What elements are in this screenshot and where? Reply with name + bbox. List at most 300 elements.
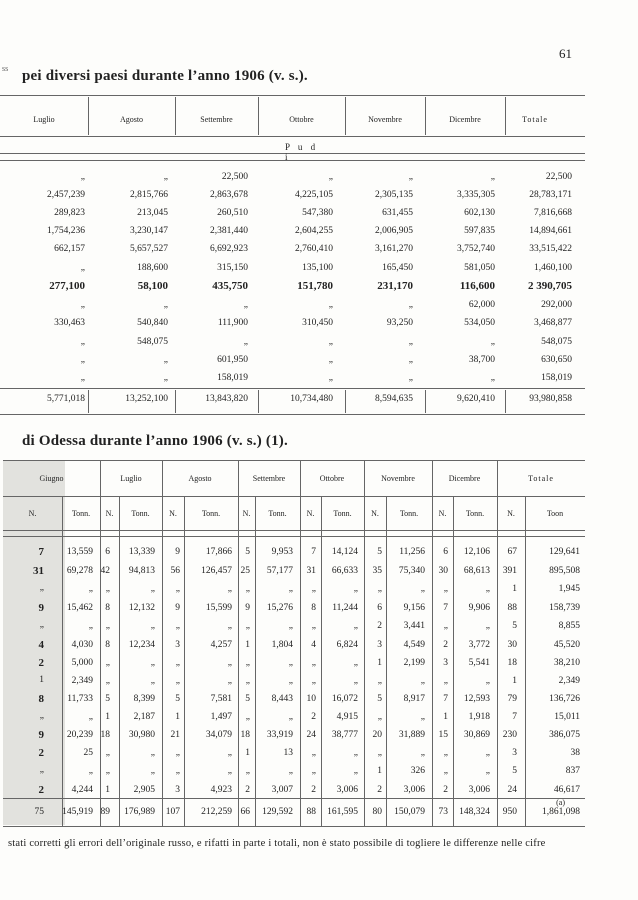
table1-cell: 540,840 <box>137 318 168 328</box>
table2-n-cell: 9 <box>175 547 180 557</box>
table1-cell: „ <box>163 355 168 365</box>
table2-tonn-cell: „ <box>353 621 358 631</box>
table2-n-cell: 1 <box>175 712 180 722</box>
table2-n-cell: 5 <box>512 766 517 776</box>
table2-n-cell: „ <box>377 748 382 758</box>
table2-total-tonn: 145,919 <box>62 807 93 817</box>
table2-tonn-cell: „ <box>227 584 232 594</box>
table2-tonn-cell: 4,244 <box>71 785 93 795</box>
table1-header: Novembre <box>368 115 402 124</box>
table1-cell: „ <box>80 172 85 182</box>
table1-cell: 4,225,105 <box>295 190 333 200</box>
table2-n-cell: 79 <box>507 694 517 704</box>
table2-tonn-cell: 12,234 <box>128 640 155 650</box>
table1-cell: „ <box>243 300 248 310</box>
table2-n-cell: „ <box>105 584 110 594</box>
table1-cell: „ <box>80 263 85 273</box>
table2-tonn-cell: 2,905 <box>133 785 155 795</box>
table2-total-tonn: 161,595 <box>327 807 358 817</box>
table2-n-cell: 6 <box>443 547 448 557</box>
table2-tonn-cell: 837 <box>565 766 580 776</box>
table2-tonn-cell: 45,520 <box>553 640 580 650</box>
table2-tonn-cell: 31,889 <box>398 730 425 740</box>
table2-n-header: N. <box>438 509 447 518</box>
table1-cell: 3,468,877 <box>534 318 572 328</box>
table1-cell: „ <box>490 172 495 182</box>
table2-n-cell: 2 <box>443 785 448 795</box>
table2-tonn-cell: 68,613 <box>463 566 490 576</box>
table1-cell: 3,230,147 <box>130 226 168 236</box>
table2-tonn-cell: 12,106 <box>463 547 490 557</box>
table1-total: 9,620,410 <box>457 394 495 404</box>
table2-total-n: 73 <box>438 807 448 817</box>
table2-tonn-cell: 126,457 <box>201 566 232 576</box>
table2-tonn-cell: 30,869 <box>463 730 490 740</box>
table2-n-cell: 1 <box>105 785 110 795</box>
table1-cell: 7,816,668 <box>534 208 572 218</box>
table1-cell: 2,457,239 <box>47 190 85 200</box>
table2-tonn-cell: 12,593 <box>463 694 490 704</box>
table1-header: Settembre <box>200 115 233 124</box>
table1-cell: 435,750 <box>212 280 248 292</box>
table2-tonn-cell: „ <box>485 676 490 686</box>
table1-cell: 2,863,678 <box>210 190 248 200</box>
table2-n-cell: 1 <box>377 766 382 776</box>
table2-tonn-cell: 2,187 <box>133 712 155 722</box>
table2-n-cell: 67 <box>507 547 517 557</box>
table1-header: Ottobre <box>289 115 314 124</box>
table2-n-cell: 35 <box>372 566 382 576</box>
table2-n-cell: „ <box>245 712 250 722</box>
table2-tonn-cell: 4,257 <box>210 640 232 650</box>
table2-tonn-cell: „ <box>88 584 93 594</box>
table1-cell: 534,050 <box>464 318 495 328</box>
table2-tonn-cell: 15,599 <box>205 603 232 613</box>
table2-n-cell: 9 <box>38 729 44 741</box>
table2-tonn-cell: „ <box>420 748 425 758</box>
table2-n-cell: „ <box>105 621 110 631</box>
table2-n-cell: „ <box>311 766 316 776</box>
table2-n-cell: 2 <box>38 747 44 759</box>
table2-n-cell: 3 <box>175 785 180 795</box>
table1-header: Totale <box>522 115 548 124</box>
table2-n-cell: „ <box>311 584 316 594</box>
table1-cell: „ <box>163 172 168 182</box>
table1-cell: 22,500 <box>545 172 572 182</box>
table2-tonn-cell: „ <box>485 584 490 594</box>
rule <box>184 496 185 826</box>
table2-tonn-header: Tonn. <box>333 509 352 518</box>
table1-cell: „ <box>408 172 413 182</box>
table2-n-cell: 1 <box>39 675 44 685</box>
table2-total-n: 75 <box>34 807 44 817</box>
table2-n-cell: 2 <box>245 785 250 795</box>
table1-cell: „ <box>163 373 168 383</box>
table2-tonn-cell: „ <box>227 766 232 776</box>
rule <box>525 496 526 826</box>
table2-n-cell: 1 <box>512 676 517 686</box>
table1-cell: 213,045 <box>137 208 168 218</box>
table2-n-cell: „ <box>443 621 448 631</box>
table2-n-cell: 31 <box>33 565 44 577</box>
table2-n-cell: „ <box>245 621 250 631</box>
table1-cell: 6,692,923 <box>210 244 248 254</box>
table2-n-cell: 1 <box>105 712 110 722</box>
table1-cell: 315,150 <box>217 263 248 273</box>
table2-tonn-cell: 2,349 <box>71 676 93 686</box>
table2-tonn-cell: 1,497 <box>210 712 232 722</box>
table1-cell: 151,780 <box>297 280 333 292</box>
table2-month-header: Agosto <box>188 474 212 483</box>
table1-cell: „ <box>80 373 85 383</box>
table1-total: 93,980,858 <box>529 394 572 404</box>
table2-tonn-cell: 13,559 <box>66 547 93 557</box>
table2-tonn-cell: 46,617 <box>553 785 580 795</box>
table2-tonn-cell: 34,079 <box>205 730 232 740</box>
table2-tonn-cell: 33,919 <box>266 730 293 740</box>
table2-tonn-cell: 94,813 <box>128 566 155 576</box>
table1-cell: 2,815,766 <box>130 190 168 200</box>
table2-n-cell: „ <box>175 621 180 631</box>
table1-cell: 111,900 <box>217 318 248 328</box>
table1-cell: 330,463 <box>54 318 85 328</box>
table2-tonn-cell: „ <box>288 621 293 631</box>
table2-tonn-cell: 25 <box>83 748 93 758</box>
table1-cell: 158,019 <box>217 373 248 383</box>
table2-n-cell: „ <box>443 584 448 594</box>
table2-tonn-cell: 16,072 <box>331 694 358 704</box>
table2-tonn-cell: 8,399 <box>133 694 155 704</box>
table2-tonn-cell: „ <box>288 584 293 594</box>
table2-tonn-cell: „ <box>227 748 232 758</box>
table2-tonn-cell: 4,915 <box>336 712 358 722</box>
table2-tonn-cell: „ <box>150 676 155 686</box>
table2-n-cell: 1 <box>377 658 382 668</box>
table2-tonn-cell: 69,278 <box>66 566 93 576</box>
table1-cell: 22,500 <box>221 172 248 182</box>
table1-cell: 2,381,440 <box>210 226 248 236</box>
table1-cell: „ <box>408 355 413 365</box>
table2-tonn-cell: „ <box>150 748 155 758</box>
table2-tonn-cell: 326 <box>410 766 425 776</box>
table1-cell: 33,515,422 <box>529 244 572 254</box>
table2-tonn-header: Tonn. <box>465 509 485 518</box>
table2-total-tonn: 129,592 <box>262 807 293 817</box>
table2-tonn-cell: 4,549 <box>403 640 425 650</box>
table2-n-cell: 391 <box>502 566 517 576</box>
table1-cell: „ <box>328 172 333 182</box>
table2-tonn-cell: 1,804 <box>271 640 293 650</box>
table2-tonn-cell: 8,917 <box>403 694 425 704</box>
table2-n-cell: „ <box>311 658 316 668</box>
table2-tonn-cell: 3,006 <box>403 785 425 795</box>
table2-n-cell: 18 <box>100 730 110 740</box>
table2-n-cell: 2 <box>377 621 382 631</box>
edge-mark: ss <box>2 64 9 73</box>
table2-tonn-cell: „ <box>150 658 155 668</box>
table2-tonn-cell: 57,177 <box>266 566 293 576</box>
table2-n-cell: „ <box>245 766 250 776</box>
table2-tonn-cell: 11,733 <box>67 694 93 704</box>
table2-tonn-cell: 3,006 <box>336 785 358 795</box>
table2-total-tonn: 212,259 <box>201 807 232 817</box>
table2-n-cell: „ <box>311 748 316 758</box>
table1-total: 10,734,480 <box>290 394 333 404</box>
table2-tonn-cell: 895,508 <box>549 566 580 576</box>
table2-n-cell: 5 <box>245 547 250 557</box>
table2-total-n: 88 <box>306 807 316 817</box>
table2-tonn-cell: 38,777 <box>331 730 358 740</box>
table2-tonn-header: Tonn. <box>131 509 150 518</box>
table2-n-cell: 7 <box>443 694 448 704</box>
table2-n-cell: 7 <box>512 712 517 722</box>
table2-tonn-cell: 13,339 <box>128 547 155 557</box>
table2-n-cell: 4 <box>38 639 44 651</box>
table2-n-header: N. <box>169 509 177 518</box>
table2-tonn-cell: 1,945 <box>558 584 580 594</box>
table2-n-cell: 6 <box>105 547 110 557</box>
table2-n-cell: 88 <box>507 603 517 613</box>
table2-n-cell: 5 <box>377 694 382 704</box>
table2-total-tonn: 1,861,098 <box>542 807 580 817</box>
table2-tonn-cell: 9,906 <box>468 603 490 613</box>
table1-cell: 548,075 <box>541 337 572 347</box>
table1-cell: 2,604,255 <box>295 226 333 236</box>
table2-tonn-cell: 136,726 <box>549 694 580 704</box>
table2-n-cell: „ <box>105 766 110 776</box>
rule <box>258 390 259 413</box>
table2-n-cell: 2 <box>311 712 316 722</box>
rule <box>321 496 322 826</box>
table2-n-cell: „ <box>245 584 250 594</box>
table2-total-note: (a) <box>556 798 565 807</box>
table2-tonn-cell: 17,866 <box>205 547 232 557</box>
table2-total-n: 950 <box>502 807 517 817</box>
table2-tonn-header: Tonn. <box>201 509 221 518</box>
table2-n-cell: 9 <box>38 602 44 614</box>
table1-cell: 5,657,527 <box>130 244 168 254</box>
table2-tonn-cell: „ <box>288 766 293 776</box>
table2-n-cell: „ <box>443 766 448 776</box>
table1-cell: 231,170 <box>377 280 413 292</box>
table1-cell: „ <box>408 300 413 310</box>
table1-cell: 260,510 <box>217 208 248 218</box>
table2-tonn-cell: „ <box>288 658 293 668</box>
table2-tonn-cell: 386,075 <box>549 730 580 740</box>
table1-cell: 135,100 <box>302 263 333 273</box>
rule <box>345 390 346 413</box>
table2-tonn-cell: 129,641 <box>549 547 580 557</box>
table2-tonn-cell: „ <box>353 676 358 686</box>
table2-tonn-header: Tonn. <box>399 509 419 518</box>
table1-cell: „ <box>328 355 333 365</box>
table2-n-cell: 8 <box>38 693 44 705</box>
table1-cell: „ <box>80 337 85 347</box>
table2-tonn-cell: „ <box>353 584 358 594</box>
table2-tonn-cell: „ <box>227 621 232 631</box>
table1-cell: „ <box>163 300 168 310</box>
table2-n-cell: 42 <box>100 566 110 576</box>
table1-cell: 630,650 <box>541 355 572 365</box>
rule <box>255 496 256 826</box>
table2-n-cell: 7 <box>311 547 316 557</box>
table2-tonn-cell: „ <box>88 766 93 776</box>
table2-tonn-cell: „ <box>353 748 358 758</box>
table2-tonn-cell: 6,824 <box>336 640 358 650</box>
table1-cell: 1,754,236 <box>47 226 85 236</box>
table2-tonn-cell: 2,199 <box>403 658 425 668</box>
table2-total-n: 89 <box>100 807 110 817</box>
table2-tonn-cell: 66,633 <box>331 566 358 576</box>
page-number: 61 <box>559 46 572 61</box>
table2-n-cell: 30 <box>438 566 448 576</box>
table2-tonn-cell: „ <box>420 712 425 722</box>
table2-n-cell: „ <box>175 658 180 668</box>
table2-total-tonn: 148,324 <box>459 807 490 817</box>
table2-tonn-cell: 4,030 <box>71 640 93 650</box>
table2-n-cell: 30 <box>507 640 517 650</box>
rule <box>386 496 387 826</box>
table2-tonn-header: Toon <box>546 509 564 518</box>
table1-cell: 158,019 <box>541 373 572 383</box>
table1-header: Agosto <box>119 115 144 124</box>
table2-n-cell: 20 <box>372 730 382 740</box>
table2-n-cell: „ <box>311 676 316 686</box>
table2-tonn-cell: „ <box>353 658 358 668</box>
table2-n-cell: 6 <box>377 603 382 613</box>
table2-total-n: 66 <box>240 807 250 817</box>
table1-total: 8,594,635 <box>375 394 413 404</box>
table2-tonn-cell: 38 <box>570 748 580 758</box>
table2-n-cell: 18 <box>507 658 517 668</box>
table2-n-cell: 10 <box>306 694 316 704</box>
table2-n-cell: 3 <box>443 658 448 668</box>
unit-label: P u d i <box>285 142 319 162</box>
table1-cell: „ <box>80 300 85 310</box>
table2-tonn-cell: 11,256 <box>399 547 425 557</box>
footnote: stati corretti gli errori dell’originale russo, e rifatti in parte i totali, non è stato possibile di togliere le differenze nelle cifre <box>8 838 546 849</box>
table1-cell: 38,700 <box>468 355 495 365</box>
table2-n-header: N. <box>371 509 379 518</box>
table2-tonn-cell: 8,443 <box>271 694 293 704</box>
table2-n-cell: 5 <box>245 694 250 704</box>
table2-n-cell: 1 <box>245 640 250 650</box>
table2-tonn-cell: 158,739 <box>549 603 580 613</box>
table1-cell: 3,752,740 <box>457 244 495 254</box>
table2-tonn-cell: „ <box>353 766 358 776</box>
table2-tonn-cell: 4,923 <box>210 785 232 795</box>
table1-cell: 601,950 <box>217 355 248 365</box>
table2-n-cell: 2 <box>38 657 44 669</box>
table2-tonn-cell: 5,000 <box>71 658 93 668</box>
table1-total: 13,843,820 <box>205 394 248 404</box>
table1-total: 5,771,018 <box>47 394 85 404</box>
table1-cell: 597,835 <box>464 226 495 236</box>
table2-tonn-cell: 9,953 <box>271 547 293 557</box>
table2-n-cell: 4 <box>311 640 316 650</box>
table2-n-cell: 2 <box>38 784 44 796</box>
table2-n-cell: 2 <box>443 640 448 650</box>
table2-n-cell: 1 <box>245 748 250 758</box>
table1-cell: „ <box>328 337 333 347</box>
table2-tonn-cell: 9,156 <box>403 603 425 613</box>
table2-tonn-cell: „ <box>485 621 490 631</box>
table2-tonn-cell: 3,441 <box>403 621 425 631</box>
table2-tonn-cell: 3,007 <box>271 785 293 795</box>
table1-cell: 662,157 <box>54 244 85 254</box>
table2-n-cell: 24 <box>507 785 517 795</box>
table1-cell: 2 390,705 <box>528 280 572 292</box>
table2-n-cell: „ <box>105 658 110 668</box>
table1-cell: „ <box>243 337 248 347</box>
table2-tonn-cell: 7,581 <box>210 694 232 704</box>
table2-n-cell: 3 <box>377 640 382 650</box>
table2-total-tonn: 176,989 <box>124 807 155 817</box>
table1-cell: 3,161,270 <box>375 244 413 254</box>
table1-cell: 14,894,661 <box>529 226 572 236</box>
table1-cell: 547,380 <box>302 208 333 218</box>
table1-cell: „ <box>408 373 413 383</box>
table2-total-tonn: 150,079 <box>394 807 425 817</box>
rule <box>88 390 89 413</box>
table2-n-cell: 25 <box>240 566 250 576</box>
table2-tonn-cell: 14,124 <box>331 547 358 557</box>
table2-n-cell: „ <box>39 711 44 721</box>
table1-cell: 58,100 <box>137 280 168 292</box>
table1-cell: 581,050 <box>464 263 495 273</box>
table1-cell: „ <box>490 337 495 347</box>
rule <box>0 136 585 137</box>
table2-n-header: N. <box>28 509 37 518</box>
table2-n-cell: „ <box>105 676 110 686</box>
table2-total-n: 107 <box>165 807 180 817</box>
table2-tonn-cell: 15,276 <box>266 603 293 613</box>
table2-n-cell: „ <box>105 748 110 758</box>
table2-n-cell: 2 <box>311 785 316 795</box>
table2-n-cell: „ <box>175 748 180 758</box>
table1-header: Luglio <box>33 115 55 124</box>
rule <box>425 390 426 413</box>
table2-n-cell: „ <box>443 676 448 686</box>
table2-n-cell: 18 <box>240 730 250 740</box>
table1-cell: „ <box>408 337 413 347</box>
table1-total: 13,252,100 <box>125 394 168 404</box>
table2-tonn-header: Tonn. <box>268 509 287 518</box>
table2-tonn-cell: „ <box>485 748 490 758</box>
table2-tonn-cell: „ <box>150 584 155 594</box>
rule <box>505 390 506 413</box>
table1-cell: 292,000 <box>541 300 572 310</box>
table2-tonn-cell: 3,006 <box>468 785 490 795</box>
table1-cell: „ <box>328 300 333 310</box>
table2-tonn-cell: „ <box>420 584 425 594</box>
table2-n-cell: „ <box>311 621 316 631</box>
table2-n-cell: 21 <box>170 730 180 740</box>
table2-n-cell: „ <box>175 766 180 776</box>
table2-tonn-cell: 75,340 <box>398 566 425 576</box>
table2-n-cell: „ <box>175 584 180 594</box>
table1-cell: 28,783,171 <box>529 190 572 200</box>
table2-tonn-cell: „ <box>227 658 232 668</box>
table2-n-cell: 5 <box>175 694 180 704</box>
table1-cell: 188,600 <box>137 263 168 273</box>
table2-n-cell: 3 <box>175 640 180 650</box>
table2-tonn-cell: 15,011 <box>554 712 580 722</box>
table1-cell: 289,823 <box>54 208 85 218</box>
table2-n-cell: „ <box>245 658 250 668</box>
rule <box>62 496 63 826</box>
table2-n-cell: 15 <box>438 730 448 740</box>
